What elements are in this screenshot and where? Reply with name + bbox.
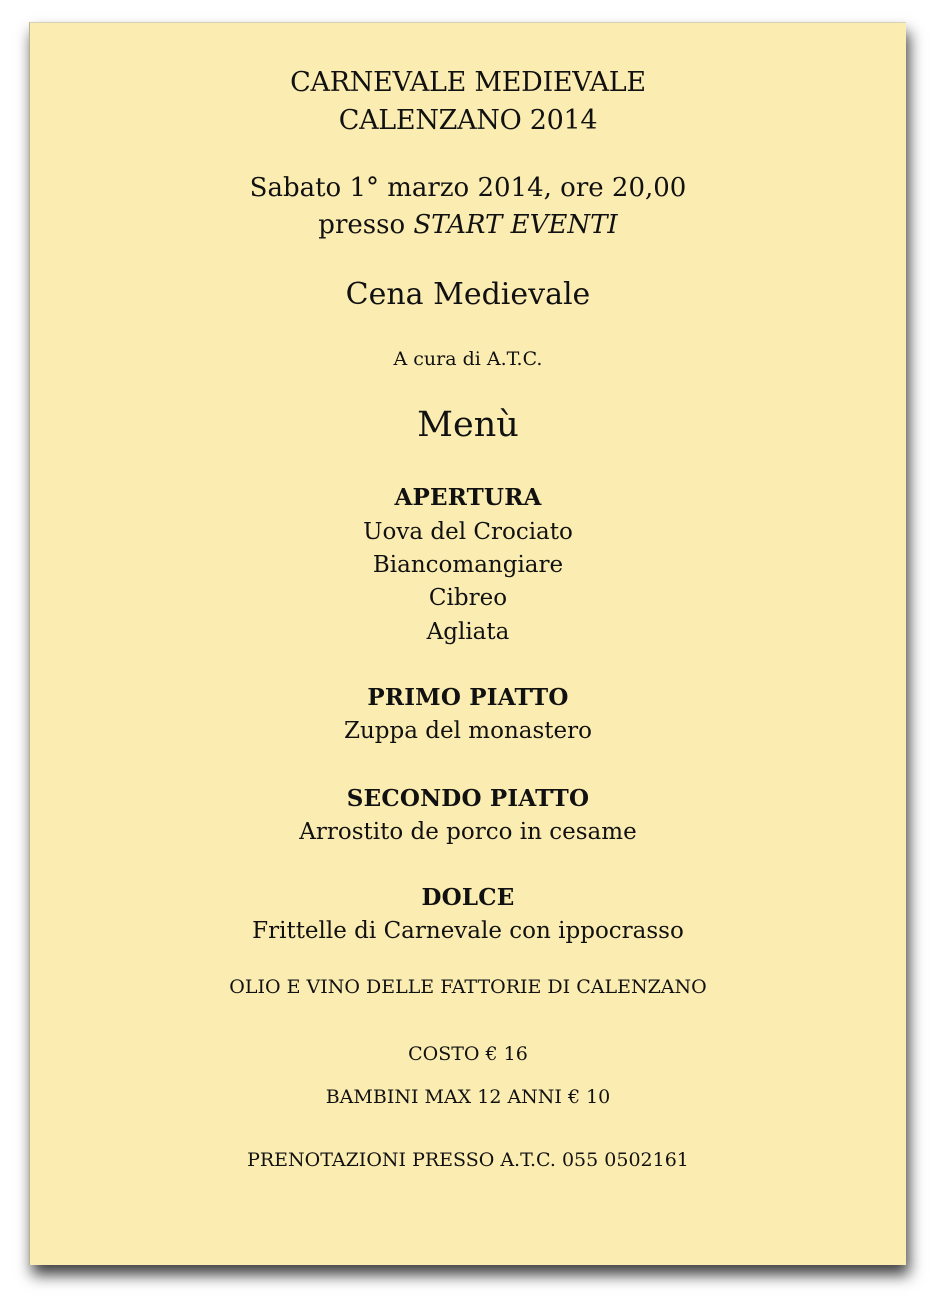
organizer-line: A cura di A.T.C. (393, 348, 543, 370)
event-title-line-1: CARNEVALE MEDIEVALE (290, 67, 646, 98)
children-price-line: BAMBINI MAX 12 ANNI € 10 (325, 1086, 611, 1108)
venue-prefix: presso (318, 210, 414, 240)
dish-item: Frittelle di Carnevale con ippocrasso (252, 918, 684, 944)
event-title-line-2: CALENZANO 2014 (338, 105, 598, 136)
price-line: COSTO € 16 (408, 1043, 528, 1065)
section-heading-dolce: DOLCE (421, 884, 515, 911)
dish-item: Arrostito de porco in cesame (299, 819, 637, 845)
dish-item: Cibreo (428, 585, 508, 611)
dish-item: Agliata (426, 619, 510, 645)
reservations-line: PRENOTAZIONI PRESSO A.T.C. 055 0502161 (247, 1149, 689, 1171)
section-heading-apertura: APERTURA (394, 484, 542, 511)
section-heading-secondo: SECONDO PIATTO (346, 785, 590, 812)
menu-title: Menù (417, 405, 519, 445)
dish-item: Uova del Crociato (363, 519, 573, 545)
dinner-title: Cena Medievale (345, 277, 591, 312)
dish-item: Zuppa del monastero (344, 718, 592, 744)
event-date: Sabato 1° marzo 2014, ore 20,00 (249, 173, 687, 203)
menu-page (29, 22, 906, 1265)
oil-wine-note: OLIO E VINO DELLE FATTORIE DI CALENZANO (229, 976, 707, 998)
venue-name: START EVENTI (413, 210, 618, 240)
event-venue (30, 210, 906, 240)
dish-item: Biancomangiare (372, 552, 564, 578)
section-heading-primo: PRIMO PIATTO (367, 684, 569, 711)
